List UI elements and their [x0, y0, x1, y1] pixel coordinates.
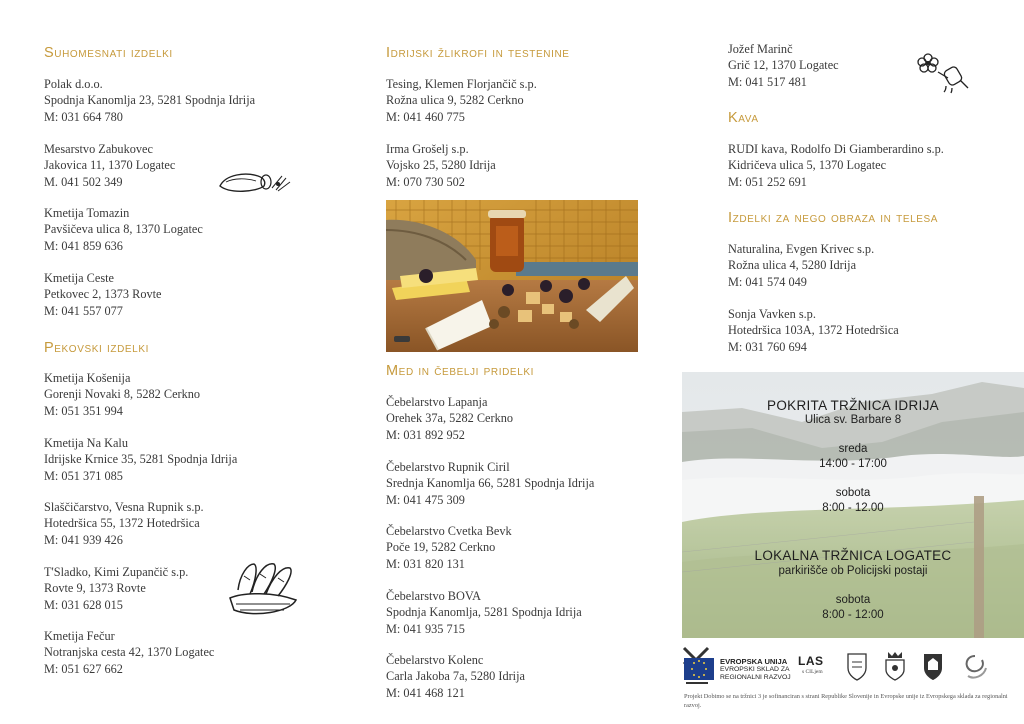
vendor-entry [44, 564, 188, 613]
vendor-phone: M: 051 351 994 [44, 403, 123, 418]
vendor-address: Spodnja Kanomlja 23, 5281 Spodnja Idrija [44, 93, 256, 108]
vendor-entry [386, 652, 525, 701]
vendor-name: Čebelarstvo Lapanja [386, 395, 488, 409]
vendor-entry [44, 76, 255, 125]
vendor-phone: M: 041 460 775 [386, 109, 465, 124]
municipality-crest-2-icon [884, 650, 906, 682]
vendor-entry [728, 306, 899, 355]
vendor-entry [386, 394, 513, 443]
vendor-address: Idrijske Krnice 35, 5281 Spodnja Idrija [44, 452, 238, 467]
vendor-address: Carla Jakoba 7a, 5280 Idrija [386, 669, 525, 684]
vendor-entry [386, 459, 594, 508]
las-logo-text: LAS [798, 654, 824, 668]
vendor-phone: M: 031 628 015 [44, 597, 123, 612]
market-title-idrija: POKRITA TRŽNICA IDRIJA [767, 398, 939, 413]
market-time-wednesday: 14:00 - 17:00 [819, 458, 887, 470]
vendor-phone: M: 041 517 481 [728, 74, 807, 89]
market-info-panel [682, 372, 1024, 638]
vendor-name: Jožef Marinč [728, 42, 793, 56]
eu-line-2: EVROPSKI SKLAD ZA [720, 666, 790, 674]
eu-line-3: REGIONALNI RAZVOJ [720, 673, 791, 681]
bread-basket-sketch-icon [224, 556, 300, 620]
vendor-address: Notranjska cesta 42, 1370 Logatec [44, 645, 215, 660]
vendor-entry [44, 370, 200, 419]
vendor-phone: M: 031 760 694 [728, 339, 807, 354]
vendor-entry [44, 628, 214, 677]
cheese-honey-photo [386, 200, 638, 352]
vendor-name: RUDI kava, Rodolfo Di Giamberardino s.p. [728, 142, 944, 156]
section-heading-coffee: Kava [728, 110, 759, 126]
vendor-phone: M: 041 574 049 [728, 274, 807, 289]
vendor-name: Tesing, Klemen Florjančič s.p. [386, 77, 537, 91]
municipality-crest-3-icon [922, 652, 944, 682]
funding-footnote: Projekt Dobimo se na tržnici 3 je sofinanciran s strani Republike Slovenije in Evropske unije iz Evropskega sklada za regionalni razvoj. [684, 693, 1008, 709]
market-day-wednesday: sreda [838, 443, 868, 455]
vendor-address: Hotedršica 103A, 1372 Hotedršica [728, 323, 899, 338]
market-address-logatec: parkirišče ob Policijski postaji [778, 565, 928, 577]
vendor-name: Čebelarstvo Cvetka Bevk [386, 524, 512, 538]
vendor-phone: M: 031 820 131 [386, 556, 465, 571]
vendor-phone: M: 041 468 121 [386, 685, 465, 700]
market-day-saturday: sobota [835, 487, 871, 499]
vendor-name: Čebelarstvo BOVA [386, 589, 482, 603]
vendor-entry [728, 41, 839, 90]
vendor-address: Gorenji Novaki 8, 5282 Cerkno [44, 387, 201, 402]
vendor-name: Polak d.o.o. [44, 77, 103, 91]
vendor-phone: M: 041 859 636 [44, 238, 123, 253]
vendor-entry [44, 270, 162, 319]
salami-sketch-icon [216, 166, 292, 196]
vendor-address: Spodnja Kanomlja, 5281 Spodnja Idrija [386, 605, 582, 620]
vendor-name: Sonja Vavken s.p. [728, 307, 816, 321]
vendor-name: Kmetija Fečur [44, 629, 115, 643]
section-heading-cosmetics: Izdelki za nego obraza in telesa [728, 210, 939, 226]
eu-fund-text [720, 658, 791, 681]
vendor-phone: M. 041 502 349 [44, 174, 123, 189]
vendor-address: Rožna ulica 9, 5282 Cerkno [386, 93, 524, 108]
vendor-phone: M: 070 730 502 [386, 174, 465, 189]
vendor-address: Hotedršica 55, 1372 Hotedršica [44, 516, 200, 531]
vendor-name: Mesarstvo Zabukovec [44, 142, 153, 156]
vendor-address: Vojsko 25, 5280 Idrija [386, 158, 496, 173]
section-heading-honey: Med in čebelji pridelki [386, 363, 534, 379]
vendor-entry [386, 76, 537, 125]
section-heading-zlikrofi: Idrijski žlikrofi in testenine [386, 45, 570, 61]
market-time-saturday-logatec: 8:00 - 12:00 [822, 609, 884, 621]
market-time-saturday: 8:00 - 12.00 [822, 502, 884, 514]
market-address-idrija: Ulica sv. Barbare 8 [804, 414, 902, 426]
vendor-phone: M: 041 557 077 [44, 303, 123, 318]
vendor-phone: M: 051 252 691 [728, 174, 807, 189]
vendor-entry [728, 241, 874, 290]
vendor-phone: M: 031 664 780 [44, 109, 123, 124]
partner-swirl-logo-icon [960, 652, 990, 682]
municipality-crest-1-icon [846, 652, 868, 682]
vendor-phone: M: 031 892 952 [386, 427, 465, 442]
sponsor-logos-bar [682, 644, 1024, 690]
las-logo-subtext: s CILjem [802, 669, 823, 675]
vendor-address: Orehek 37a, 5282 Cerkno [386, 411, 514, 426]
vendor-name: Kmetija Tomazin [44, 206, 130, 220]
vendor-phone: M: 051 371 085 [44, 468, 123, 483]
vendor-name: Irma Grošelj s.p. [386, 142, 469, 156]
section-heading-bakery: Pekovski izdelki [44, 340, 149, 356]
eu-flag-icon [682, 658, 716, 682]
vendor-phone: M: 051 627 662 [44, 661, 123, 676]
vendor-address: Rožna ulica 4, 5280 Idrija [728, 258, 857, 273]
vendor-address: Pavšičeva ulica 8, 1370 Logatec [44, 222, 203, 237]
vendor-address: Srednja Kanomlja 66, 5281 Spodnja Idrija [386, 476, 595, 491]
vendor-address: Petkovec 2, 1373 Rovte [44, 287, 162, 302]
vendor-address: Kidričeva ulica 5, 1370 Logatec [728, 158, 887, 173]
market-day-saturday-logatec: sobota [835, 594, 871, 606]
vendor-entry [44, 205, 203, 254]
vendor-address: Grič 12, 1370 Logatec [728, 58, 839, 73]
section-heading-cured-meats: Suhomesnati izdelki [44, 45, 173, 61]
vendor-entry [728, 141, 944, 190]
vendor-entry [44, 499, 204, 548]
vendor-phone: M: 041 939 426 [44, 532, 123, 547]
vendor-name: Kmetija Na Kalu [44, 436, 129, 450]
vendor-name: Naturalina, Evgen Krivec s.p. [728, 242, 875, 256]
honey-dipper-sketch-icon [916, 48, 972, 94]
vendor-phone: M: 041 935 715 [386, 621, 465, 636]
vendor-name: Čebelarstvo Rupnik Ciril [386, 460, 510, 474]
vendor-address: Jakovica 11, 1370 Logatec [44, 158, 176, 173]
vendor-address: Rovte 9, 1373 Rovte [44, 581, 146, 596]
vendor-name: Čebelarstvo Kolenc [386, 653, 484, 667]
vendor-entry [44, 141, 175, 190]
vendor-entry [386, 588, 582, 637]
vendor-entry [44, 435, 237, 484]
vendor-name: Slaščičarstvo, Vesna Rupnik s.p. [44, 500, 204, 514]
vendor-address: Poče 19, 5282 Cerkno [386, 540, 496, 555]
vendor-entry [386, 141, 496, 190]
vendor-phone: M: 041 475 309 [386, 492, 465, 507]
vendor-entry [386, 523, 512, 572]
vendor-name: Kmetija Košenija [44, 371, 131, 385]
vendor-name: Kmetija Ceste [44, 271, 115, 285]
vendor-name: T'Sladko, Kimi Zupančič s.p. [44, 565, 189, 579]
eu-line-1: EVROPSKA UNIJA [720, 657, 788, 666]
market-title-logatec: LOKALNA TRŽNICA LOGATEC [754, 548, 952, 563]
